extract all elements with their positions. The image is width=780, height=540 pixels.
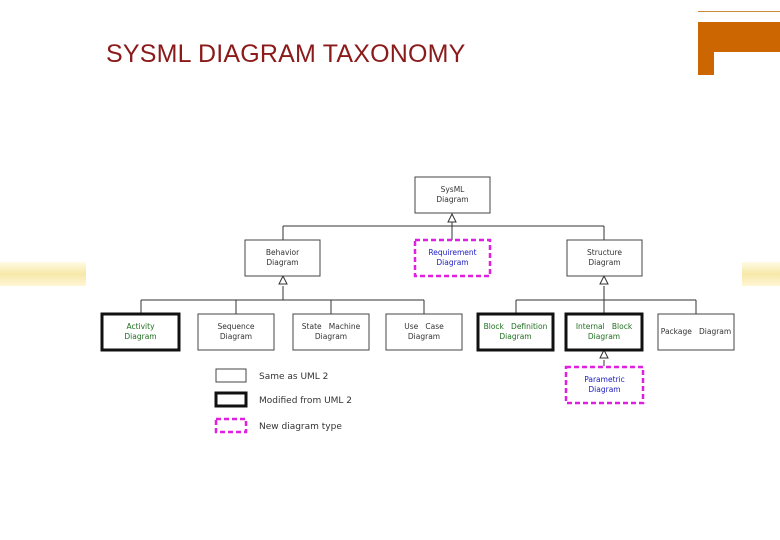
node-behavior-label-1: Behavior xyxy=(265,248,300,257)
arrowhead-behavior xyxy=(279,276,287,284)
legend-swatch-new xyxy=(216,419,246,432)
node-sequence-diagram xyxy=(198,314,274,350)
node-sequence-label-2: Diagram xyxy=(219,332,253,341)
node-internal-block-diagram xyxy=(566,314,642,350)
node-sequence-label-1: Sequence xyxy=(217,322,255,331)
node-state-machine-label-1: State Machine xyxy=(301,322,361,331)
node-requirement-label-1: Requirement xyxy=(428,248,477,257)
node-internal-block-label-1: Internal Block xyxy=(575,322,633,331)
node-structure-diagram xyxy=(567,240,642,276)
node-parametric-diagram xyxy=(566,367,643,403)
legend-swatch-modified xyxy=(216,393,246,406)
node-block-definition-label-2: Diagram xyxy=(499,332,532,341)
arrowhead-sysml xyxy=(448,214,456,222)
node-use-case-label-2: Diagram xyxy=(407,332,441,341)
node-use-case-label-1: Use Case xyxy=(404,322,444,331)
node-requirement-diagram xyxy=(415,240,490,276)
node-package-diagram xyxy=(658,314,734,350)
node-sysml-diagram xyxy=(415,177,490,213)
slide-title: SYSML DIAGRAM TAXONOMY xyxy=(106,40,466,68)
node-package-label: Package Diagram xyxy=(660,327,732,336)
node-parametric-label-2: Diagram xyxy=(588,385,621,394)
node-state-machine-label-2: Diagram xyxy=(314,332,348,341)
node-activity-label-1: Activity xyxy=(126,322,155,331)
node-activity-label-2: Diagram xyxy=(124,332,157,341)
node-block-definition-diagram xyxy=(478,314,553,350)
node-activity-diagram xyxy=(102,314,179,350)
legend-label-same: Same as UML 2 xyxy=(259,372,329,382)
node-use-case-diagram xyxy=(386,314,462,350)
node-behavior-diagram xyxy=(245,240,320,276)
arrowhead-structure xyxy=(600,276,608,284)
legend-label-modified: Modified from UML 2 xyxy=(259,396,353,406)
node-behavior-label-2: Diagram xyxy=(266,258,299,267)
node-state-machine-diagram xyxy=(293,314,369,350)
node-structure-label-1: Structure xyxy=(587,248,622,257)
node-internal-block-label-2: Diagram xyxy=(587,332,621,341)
node-requirement-label-2: Diagram xyxy=(436,258,469,267)
node-sysml-label-1: SysML xyxy=(440,185,465,194)
node-parametric-label-1: Parametric xyxy=(584,375,625,384)
node-structure-label-2: Diagram xyxy=(588,258,621,267)
legend-swatch-same xyxy=(216,369,246,382)
legend-label-new: New diagram type xyxy=(259,422,342,432)
node-sysml-label-2: Diagram xyxy=(436,195,469,204)
node-block-definition-label-1: Block Definition xyxy=(483,322,548,331)
legend xyxy=(216,369,352,432)
